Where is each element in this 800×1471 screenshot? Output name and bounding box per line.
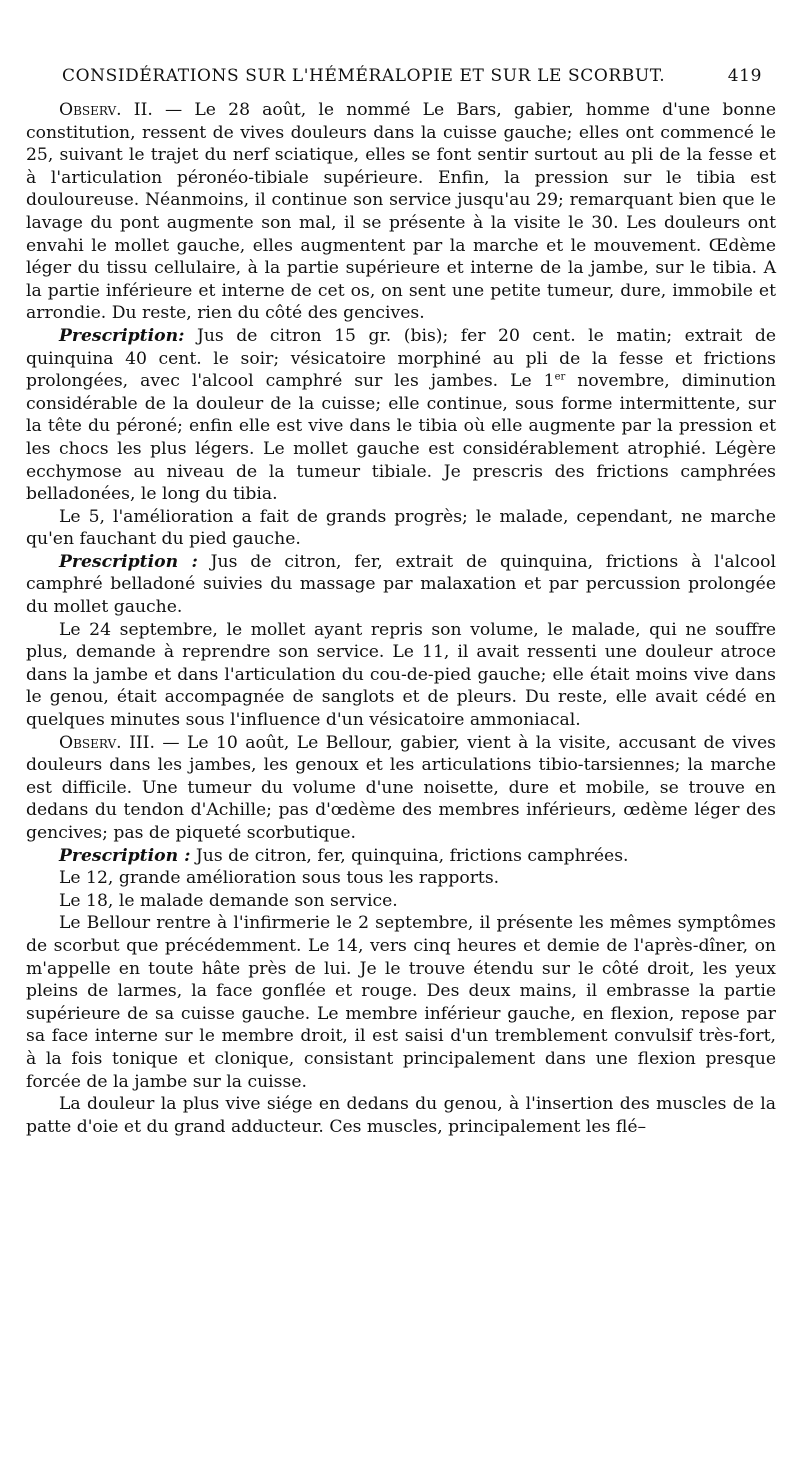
paragraph-prescription-1 [26, 325, 776, 506]
prescription-label: Prescription : [59, 551, 198, 572]
paragraph-text: Le 5, l'amélioration a fait de grands progrès; le malade, cependant, ne marche qu'en fauchant du pied gauche. [26, 506, 776, 550]
paragraph-text: Jus de citron, fer, extrait de quinquina, frictions à l'alcool camphré belladoné suivies du massage par malaxation et par percussion prolongée du mollet gauche. [26, 551, 776, 618]
paragraph-pain-location [26, 1093, 776, 1138]
paragraph-text: Le 24 septembre, le mollet ayant repris son volume, le malade, qui ne souffre plus, demande à reprendre son service. Le 11, il avait ressenti une douleur atroce dans la jambe et dans l'articulation du cou-de-pied gauche; elle était moins vive dans le genou, était accompagnée de sanglots et de pleurs. Du reste, elle avait cédé en quelques minutes sous l'influence d'un vésicatoire ammoniacal. [26, 619, 776, 731]
paragraph-text: Jus de citron 15 gr. (bis); fer 20 cent. le matin; extrait de quinquina 40 cent. le soir; vésicatoire morphiné au pli de la fesse et frictions prolongées, avec l'alcool camphré sur les jambes. Le 1 [26, 325, 776, 392]
paragraph-text: Jus de citron, fer, quinquina, frictions camphrées. [190, 845, 629, 866]
prescription-label: Prescription: [59, 325, 185, 346]
paragraph-text: III. — Le 10 août, Le Bellour, gabier, vient à la visite, accusant de vives douleurs dans les jambes, les genoux et les articulations tibio-tarsiennes; la marche est difficile. Une tumeur du volume d'une noisette, dure et mobile, se trouve en dedans du tendon d'Achille; pas d'œdème des membres inférieurs, œdème léger des gencives; pas de piqueté scorbutique. [26, 732, 776, 843]
paragraph-text: Le Bellour rentre à l'infirmerie le 2 septembre, il présente les mêmes symptômes de scorbut que précédemment. Le 14, vers cinq heures et demie de l'après-dîner, on m'appelle en toute hâte près de lui. Je le trouve étendu sur le côté droit, les yeux pleins de larmes, la face gonflée et rouge. Des deux mains, il embrasse la partie supérieure de sa cuisse gauche. Le membre inférieur gauche, en flexion, repose par sa face interne sur le membre droit, il est saisi d'un tremblement convulsif très-fort, à la fois tonique et clonique, consistant principalement dans une flexion presque forcée de la jambe sur la cuisse. [26, 913, 776, 1092]
paragraph-text: II. — Le 28 août, le nommé Le Bars, gabier, homme d'une bonne constitution, ressent de vives douleurs dans la cuisse gauche; elles ont commencé le 25, suivant le trajet du nerf sciatique, elles se font sentir surtout au pli de la fesse et à l'articulation péronéo-tibiale supérieure. Enfin, la pression sur le tibia est douloureuse. Néanmoins, il continue son service jusqu'au 29; remarquant bien que le lavage du pont augmente son mal, il se présente à la visite le 30. Les douleurs ont envahi le mollet gauche, elles augmentent par la marche et le mouvement. Œdème léger du tissu cellulaire, à la partie supérieure et interne de la jambe, sur le tibia. A la partie inférieure et interne de cet os, on sent une petite tumeur, dure, immobile et arrondie. Du reste, rien du côté des gencives. [26, 100, 776, 324]
running-title: CONSIDÉRATIONS SUR L'HÉMÉRALOPIE ET SUR LE SCORBUT. [62, 66, 666, 86]
observation-label: Observ. [59, 100, 122, 120]
observation-label: Observ. [59, 732, 122, 753]
prescription-label: Prescription : [59, 845, 191, 866]
paragraph-day-18 [26, 890, 776, 913]
paragraph-readmission [26, 912, 776, 1093]
paragraph-text: Le 18, le malade demande son service. [59, 890, 398, 911]
page-body [26, 99, 776, 1138]
paragraph-text: La douleur la plus vive siége en dedans du genou, à l'insertion des muscles de la patte d'oie et du grand adducteur. Ces muscles, principalement les flé– [26, 1094, 776, 1137]
paragraph-text: Le 12, grande amélioration sous tous les rapports. [59, 868, 500, 889]
ordinal-superscript: er [554, 371, 566, 383]
page-number: 419 [727, 66, 762, 86]
paragraph-prescription-3 [26, 845, 776, 868]
paragraph-day-12 [26, 867, 776, 890]
paragraph-prescription-2 [26, 551, 776, 619]
paragraph-day-5 [26, 506, 776, 551]
paragraph-observation-3 [26, 732, 776, 845]
paragraph-text-continued: novembre, diminution considérable de la douleur de la cuisse; elle continue, sous forme intermittente, sur la tête du péroné; enfin elle est vive dans le tibia où elle augmente par la pression et les chocs les plus légers. Le mollet gauche est considérablement atrophié. Légère ecchymose au niveau de la tumeur tibiale. Je prescris des frictions camphrées belladonées, le long du tibia. [26, 371, 776, 505]
paragraph-observation-2 [26, 99, 776, 325]
paragraph-september-24 [26, 619, 776, 732]
running-header [62, 66, 762, 90]
